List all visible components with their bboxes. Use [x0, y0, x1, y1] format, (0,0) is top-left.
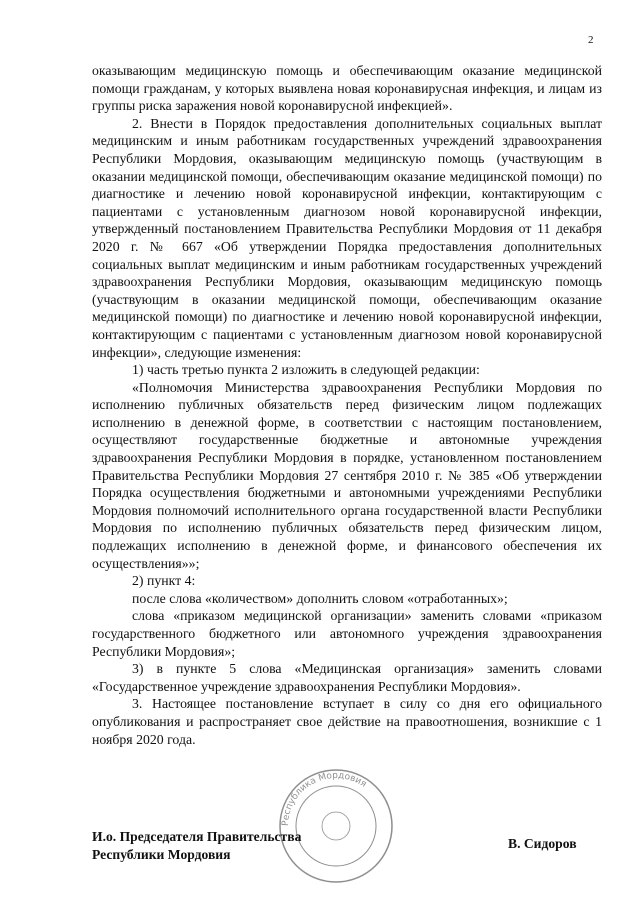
signatory-title — [92, 828, 301, 864]
signatory-title-line: И.о. Председателя Правительства — [92, 829, 302, 844]
signatory-name: В. Сидоров — [508, 836, 577, 851]
page-number: 2 — [588, 34, 594, 46]
paragraph: 3. Настоящее постановление вступает в силу со дня его официального опубликования и распространяет свое действие на правоотношения, возникшие с 1 ноября 2020 года. — [92, 696, 602, 747]
paragraph: 2. Внести в Порядок предоставления дополнительных социальных выплат медицинским и иным работникам государственных учреждений здравоохранения Республики Мордовия, оказывающим медицинскую помощь (участвующим в оказании медицинской помощи, обеспечивающим оказание медицинской помощи) по диагностике и лечению новой коронавирусной инфекции, контактирующим с пациентами с установленным диагнозом новой коронавирусной инфекции, утвержденный постановлением Правительства Республики Мордовия от 11 декабря 2020 г. № 667 «Об утверждении Порядка предоставления дополнительных социальных выплат медицинским и иным работникам государственных учреждений здравоохранения Республики Мордовия, оказывающим медицинскую помощь (участвующим в оказании медицинской помощи, обеспечивающим оказание медицинской помощи) по диагностике и лечению новой коронавирусной инфекции, контактирующим с пациентами с установленным диагнозом новой коронавирусной инфекции», следующие изменения: — [92, 115, 602, 360]
paragraph: слова «приказом медицинской организации» заменить словами «приказом государственного бюджетного или автономного учреждения здравоохранения Республики Мордовия»; — [92, 608, 602, 659]
paragraph: 1) часть третью пункта 2 изложить в следующей редакции: — [132, 362, 480, 378]
document-body — [92, 62, 602, 748]
paragraph: 3) в пункте 5 слова «Медицинская организация» заменить словами «Государственное учреждение здравоохранения Республики Мордовия». — [92, 661, 602, 694]
paragraph: «Полномочия Министерства здравоохранения Республики Мордовия по исполнению публичных обязательств перед физическим лицом подлежащих исполнению в денежной форме, в соответствии с настоящим постановлением, осуществляют государственные бюджетные и автономные учреждения здравоохранения Республики Мордовия в порядке, установленном постановлением Правительства Республики Мордовия 27 сентября 2010 г. № 385 «Об утверждении Порядка осуществления бюджетными и автономными учреждениями Республики Мордовия полномочий исполнительного органа государственной власти Республики Мордовия по исполнению публичных обязательств перед физическим лицом, подлежащих исполнению в денежной форме, и финансового обеспечения их осуществления»»; — [92, 379, 602, 571]
seal-text: Республика Мордовия — [280, 770, 369, 827]
signatory-title-line: Республики Мордовия — [92, 847, 231, 862]
official-seal — [276, 766, 396, 886]
paragraph: оказывающим медицинскую помощь и обеспечивающим оказание медицинской помощи гражданам, у которых выявлена новая коронавирусная инфекция, и лицам из группы риска заражения новой коронавирусной инфекцией». — [92, 63, 602, 114]
paragraph: 2) пункт 4: — [132, 573, 196, 589]
paragraph: после слова «количеством» дополнить словом «отработанных»; — [132, 590, 508, 606]
